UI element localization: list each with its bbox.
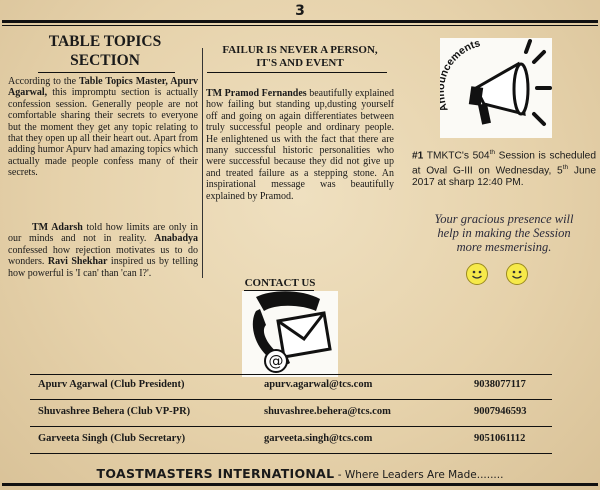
column-divider [202, 48, 203, 278]
superscript: th [489, 149, 495, 156]
top-rule-thin [2, 25, 598, 26]
smiley-icon [506, 263, 528, 285]
contact-heading: CONTACT US [244, 277, 316, 289]
superscript: th [562, 164, 569, 172]
bottom-rule [2, 483, 598, 486]
contact-phone: 9051061112 [474, 433, 526, 444]
speaker-name: Ravi Shekhar [47, 256, 108, 268]
footer [0, 466, 600, 481]
presence-line3: more mesmerising. [456, 240, 552, 254]
text-run: TMKTC's 504 [423, 150, 490, 162]
text-run: Session is scheduled at Oval G-III on Wednesday, 5 [412, 150, 596, 177]
contact-row [8, 376, 598, 397]
speaker-name: TM Pramod Fernandes [206, 88, 307, 99]
announcements-arc-text: cements [440, 38, 482, 73]
footer-tagline: - Where Leaders Are Made........ [334, 469, 504, 481]
contact-phone: 9038077117 [474, 379, 526, 390]
envelope-icon [265, 313, 330, 372]
text-run: beautifully explained how failing but standing up,dusting yourself off and going on again differentiates between truly successful people and ordinary people. He enlightened us with the fact that there are many successful historic personalities who were successful because they did not give up and treated failure as a stepping stone. An inspirational message was beautifully explained by Pramod. [206, 88, 394, 202]
announcements-graphic [440, 38, 552, 138]
announcement-text [412, 147, 596, 189]
contact-email[interactable]: garveeta.singh@tcs.com [264, 433, 373, 444]
speaker-name: Anabadya [154, 233, 198, 245]
contact-name: Garveeta Singh (Club Secretary) [38, 433, 186, 444]
presence-line1: Your gracious presence will [434, 212, 574, 226]
table-topics-heading [10, 32, 200, 70]
contact-name: Shuvashree Behera (Club VP-PR) [38, 406, 191, 417]
text-run: told how limits are only in our minds and not in reality. [8, 222, 199, 245]
table-topics-master-name: Table Topics Master, Apurv Agarwal, [8, 76, 199, 99]
contact-phone: 9007946593 [474, 406, 527, 417]
presence-message [408, 212, 600, 254]
contact-email[interactable]: apurv.agarwal@tcs.com [264, 379, 373, 390]
contact-rule [30, 374, 552, 375]
top-rule [2, 20, 598, 23]
text-run: According to the [8, 76, 80, 87]
failure-title-line2: IT'S AND EVENT [256, 57, 344, 69]
table-topics-underline [38, 72, 175, 73]
footer-org: TOASTMASTERS INTERNATIONAL [96, 466, 335, 481]
svg-text:@: @ [268, 352, 284, 370]
contact-rule [30, 399, 552, 400]
megaphone-icon [440, 38, 552, 138]
failure-paragraph [206, 88, 394, 202]
table-topics-paragraph-2 [8, 222, 198, 279]
page-number: 3 [295, 3, 305, 19]
contact-email[interactable]: shuvashree.behera@tcs.com [264, 406, 391, 417]
presence-line2: help in making the Session [437, 226, 571, 240]
text-run: inspired us by telling how powerful is 'I can' than 'can I?'. [8, 256, 198, 279]
text-run: confessed how rejection motivates us to do wonders. [8, 244, 198, 268]
table-topics-title-line2: SECTION [70, 52, 140, 69]
contact-rule [30, 426, 552, 427]
contact-name: Apurv Agarwal (Club President) [38, 379, 185, 390]
contact-row [8, 430, 598, 451]
speaker-name: TM Adarsh [32, 222, 83, 233]
contact-rule [30, 453, 552, 454]
text-run: June 2017 at sharp 12:40 PM. [412, 165, 597, 189]
contact-row [8, 403, 598, 424]
failure-title-line1: FAILUR IS NEVER A PERSON, [222, 44, 378, 56]
announcement-number: #1 [412, 150, 424, 162]
contact-graphic [242, 291, 338, 377]
smiley-icon [466, 263, 488, 285]
table-topics-title-line1: TABLE TOPICS [48, 33, 162, 50]
failure-heading [205, 44, 395, 70]
failure-underline [207, 72, 387, 73]
table-topics-paragraph-1 [8, 76, 198, 179]
text-run: this impromptu section is actually confession session. Generally people are not comfortable sharing their secrets to everyone but the moment they get any topic relating to that they open up all their heart out. Apart from adding humor Apurv had amazing topics which actually made people confess many of their secrets. [8, 87, 198, 179]
